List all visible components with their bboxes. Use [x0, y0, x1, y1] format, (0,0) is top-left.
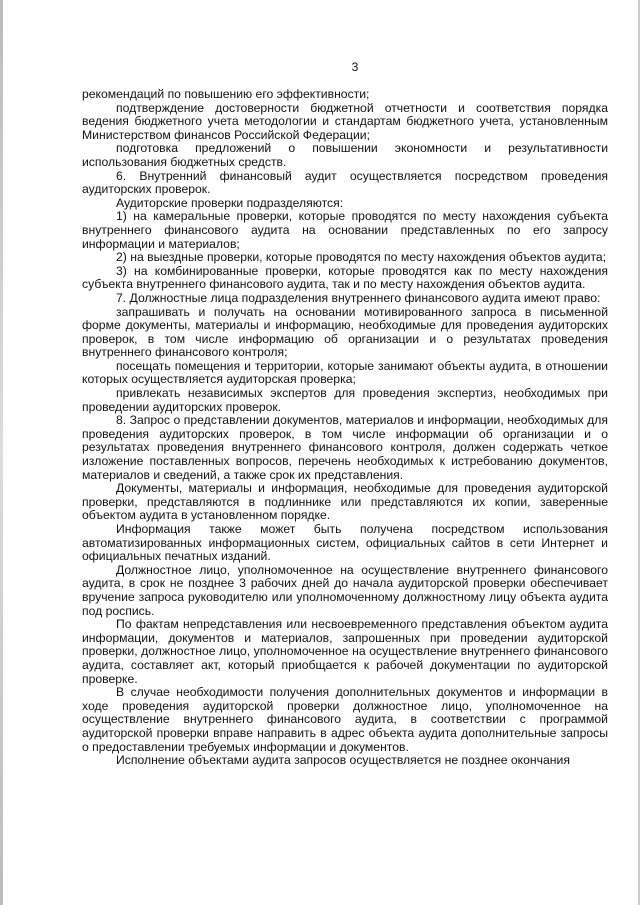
paragraph: подготовка предложений о повышении экономности и результативности использования бюджетных средств.	[82, 141, 608, 169]
paragraph: Документы, материалы и информация, необходимые для проведения аудиторской проверки, представляются в подлиннике или представляются их копии, заверенные объектом аудита в установленном порядке.	[82, 481, 608, 523]
paragraph: рекомендаций по повышению его эффективности;	[82, 87, 370, 101]
paragraph: 2) на выездные проверки, которые проводятся по месту нахождения объектов аудита;	[116, 250, 607, 265]
scan-edge-left	[0, 0, 3, 905]
paragraph: запрашивать и получать на основании мотивированного запроса в письменной форме документы, материалы и информацию, необходимые для проведения аудиторских проверок, в том числе информацию об организации и о результатах проведения внутреннего финансового контроля;	[82, 304, 608, 360]
document-body	[82, 88, 608, 768]
paragraph: По фактам непредставления или несвоевременного представления объектом аудита информации, документов и материалов, запрошенных при проведении аудиторской проверки, должностное лицо, уполномоченное на осуществление внутреннего финансового аудита, составляет акт, который приобщается к рабочей документации по аудиторской проверке.	[82, 617, 608, 686]
paragraph: 8. Запрос о представлении документов, материалов и информации, необходимых для проведения аудиторских проверок, в том числе информации об организации и о результатах проведения внутреннего финансового контроля, должен содержать четкое изложение поставленных вопросов, перечень необходимых к истребованию документов, материалов и сведений, а также срок их представления.	[82, 413, 608, 482]
paragraph: Аудиторские проверки подразделяются:	[116, 195, 344, 210]
paragraph: посещать помещения и территории, которые занимают объекты аудита, в отношении которых осуществляется аудиторская проверка;	[82, 358, 608, 387]
paragraph: 7. Должностные лица подразделения внутреннего финансового аудита имеют право:	[116, 290, 601, 305]
paragraph: 3) на комбинированные проверки, которые проводятся как по месту нахождения субъекта внутреннего финансового аудита, так и по месту нахождения объектов аудита.	[82, 263, 608, 292]
paragraph: 6. Внутренний финансовый аудит осуществляется посредством проведения аудиторских проверок.	[82, 168, 608, 197]
paragraph: Информация также может быть получена посредством использования автоматизированных информационных систем, официальных сайтов в сети Интернет и официальных печатных изданий.	[82, 522, 608, 564]
paragraph: В случае необходимости получения дополнительных документов и информации в ходе проведения аудиторской проверки должностное лицо, уполномоченное на осуществление внутреннего финансового аудита, в соответствии с программой аудиторской проверки вправе направить в адрес объекта аудита дополнительные запросы о предоставлении требуемых информации и документов.	[82, 685, 608, 754]
paragraph: Должностное лицо, уполномоченное на осуществление внутреннего финансового аудита, в срок не позднее 3 рабочих дней до начала аудиторской проверки обеспечивает вручение запроса руководителю или уполномоченному должностному лицу объекта аудита под роспись.	[82, 562, 608, 618]
paragraph: подтверждение достоверности бюджетной отчетности и соответствия порядка ведения бюджетного учета методологии и стандартам бюджетного учета, установленным Министерством финансов Российской Федерации;	[82, 100, 608, 142]
paragraph: Исполнение объектами аудита запросов осуществляется не позднее окончания	[116, 753, 570, 768]
page-number: 3	[351, 60, 359, 74]
paragraph: 1) на камеральные проверки, которые проводятся по месту нахождения субъекта внутреннего финансового аудита на основании представленных по его запросу информации и материалов;	[82, 209, 608, 251]
paragraph: привлекать независимых экспертов для проведения экспертиз, необходимых при проведении аудиторских проверок.	[82, 386, 608, 414]
